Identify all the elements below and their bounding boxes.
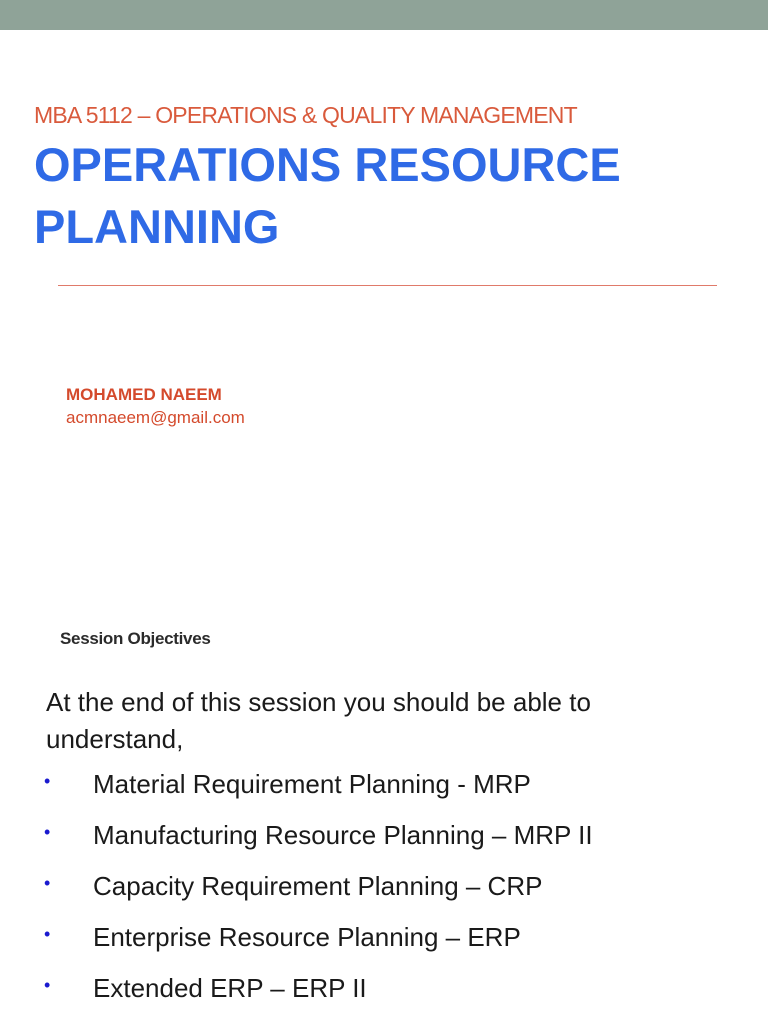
author-email[interactable]: acmnaeem@gmail.com	[66, 408, 245, 427]
author-name: MOHAMED NAEEM	[66, 385, 222, 404]
bullet-icon: •	[44, 822, 51, 842]
objective-text: Manufacturing Resource Planning – MRP II	[93, 820, 593, 850]
objective-text: Capacity Requirement Planning – CRP	[93, 871, 543, 901]
bullet-icon: •	[44, 975, 51, 995]
top-color-band	[0, 0, 768, 30]
bullet-icon: •	[44, 924, 51, 944]
objective-text: Enterprise Resource Planning – ERP	[93, 922, 521, 952]
section-heading: Session Objectives	[60, 629, 211, 648]
course-code: MBA 5112 – OPERATIONS & QUALITY MANAGEMENT	[34, 102, 577, 128]
objective-text: Extended ERP – ERP II	[93, 973, 367, 1003]
objective-text: Material Requirement Planning - MRP	[93, 769, 531, 799]
objectives-slide	[0, 620, 768, 1024]
slide-title: OPERATIONS RESOURCE PLANNING	[34, 138, 621, 253]
intro-text: At the end of this session you should be able to understand,	[46, 687, 591, 754]
bullet-icon: •	[44, 873, 51, 893]
title-slide	[0, 30, 768, 620]
title-divider	[58, 285, 717, 286]
bullet-icon: •	[44, 771, 51, 791]
